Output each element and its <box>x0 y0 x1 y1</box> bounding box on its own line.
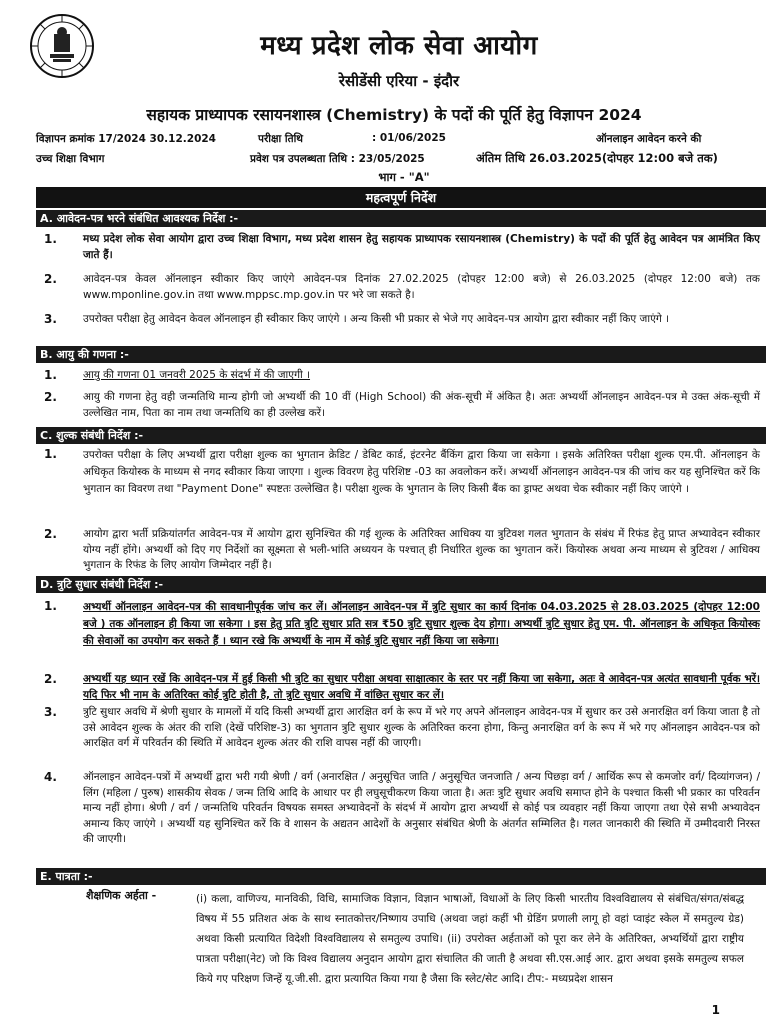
section-d-heading: D. त्रुटि सुधार संबंधी निर्देश :- <box>36 576 766 593</box>
instruction-d2: अभ्यर्थी यह ध्यान रखें कि आवेदन-पत्र में हुई किसी भी त्रुटि का सुधार परीक्षा अथवा साक्षात्कार के स्तर पर नहीं किया जा सकेगा, अतः वे आवेदन-पत्र अत्यंत सावधानी पूर्वक भरें। यदि फिर भी नाम के अतिरिक्त कोई त्रुटि होती है, तो त्रुटि सुधार अवधि में वांछित सुधार कर लें। <box>83 673 760 701</box>
department: उच्च शिक्षा विभाग <box>36 153 105 165</box>
instruction-d4: ऑनलाइन आवेदन-पत्रों में अभ्यर्थी द्वारा भरी गयी श्रेणी / वर्ग (अनारक्षित / अनुसूचित जाति / अनुसूचित जनजाति / अन्य पिछड़ा वर्ग / आर्थिक रूप से कमजोर वर्ग/ दिव्यांगजन) / लिंग (महिला / पुरुष) शासकीय सेवक / जन्म तिथि आदि के आधार पर ही लघुसूचीकरण किया जाता है। अतः त्रुटि सुधार अवधि समाप्त होने के पश्चात किसी भी प्रकार का परिवर्तन मान्य नहीं होगा। श्रेणी / वर्ग / जन्मतिथि परिवर्तन विषयक समस्त अभ्यावेदनों के संदर्भ में आयोग द्वारा अभ्यर्थी से कोई पत्र व्यवहार नहीं किया जाएगा तथा ऐसे सभी अभ्यावेदन अमान्य किए जाएंगे । अभ्यर्थी यह सुनिश्चित करें कि वे शासन के अद्यतन आदेशों के अनुसार संबंधित श्रेणी के अंतर्गत सम्मिलित है। गलत जानकारी की स्थिति में उम्मीदवारी निरस्त की जाएगी। <box>83 771 760 846</box>
instruction-d3: त्रुटि सुधार अवधि में श्रेणी सुधार के मामलों में यदि किसी अभ्यर्थी द्वारा आरक्षित वर्ग के रूप में भरे गए अपने ऑनलाइन आवेदन-पत्र में सुधार कर उसे अनारक्षित वर्ग किया जाता है तो उसे आवेदन शुल्क के अंतर की राशि (देखें परिशिष्ट-3) का भुगतान त्रुटि सुधार शुल्क के अतिरिक्त करना होगा, किन्तु अनारक्षित वर्ग के रूप में भरे गए ऑनलाइन आवेदन-पत्र को आरक्षित वर्ग में परिवर्तन की स्थिति में आवेदन शुल्क अंतर की राशि वापस नहीं की जाएगी। <box>83 706 760 750</box>
item-number: 1. <box>44 599 57 613</box>
item-number: 2. <box>44 672 57 686</box>
qualification-label: शैक्षणिक अर्हता - <box>86 889 157 902</box>
section-e-heading: E. पात्रता :- <box>36 868 766 885</box>
page-number: 1 <box>711 1003 720 1017</box>
important-instructions-heading: महत्वपूर्ण निर्देश <box>36 187 766 208</box>
instruction-b2: आयु की गणना हेतु वही जन्मतिथि मान्य होगी जो अभ्यर्थी की 10 वीं (High School) की अंक-सूची में अंकित है। अतः अभ्यर्थी ऑनलाइन आवेदन-पत्र मे उक्त अंक-सूची में उल्लेखित नाम, पिता का नाम तथा जन्मतिथि का ही उल्लेख करें। <box>83 391 760 419</box>
item-number: 2. <box>44 527 57 541</box>
qualification-text: (i) कला, वाणिज्य, मानविकी, विधि, सामाजिक विज्ञान, विज्ञान भाषाओं, विधाओं के लिए किसी भारतीय विश्वविद्यालय से संबंधित/संगत/संबद्ध विषय में 55 प्रतिशत अंक के साथ स्नातकोत्तर/निष्णाय उपाधि (अथवा जहां कहीं भी ग्रेडिंग प्रणाली लागू हो वहां प्वाइंट स्केल में समतुल्य ग्रेड) अथवा किसी प्रत्यायित विदेशी विश्वविद्यालय से समतुल्य उपाधि। (ii) उपरोक्त अर्हताओं को पूरा कर लेने के अतिरिक्त, अभ्यर्थियों द्वारा राष्ट्रीय पात्रता परीक्षा(नेट) जो कि विश्व विद्यालय अनुदान आयोग द्वारा संचालित की जाती है अथवा सी.एस.आई आर. द्वारा अथवा इसके समतुल्य सफल किये गए परिक्षण जिन्हें यू.जी.सी. द्वारा प्रत्यायित किया गया है जैसा कि स्लेट/सेट आदि। टीप:- मध्यप्रदेश शासन <box>196 893 744 985</box>
part-label: भाग - "A" <box>378 170 430 184</box>
advertisement-title: सहायक प्राध्यापक रसायनशास्त्र (Chemistry) के पदों की पूर्ति हेतु विज्ञापन 2024 <box>146 106 642 124</box>
instruction-b1: आयु की गणना 01 जनवरी 2025 के संदर्भ में की जाएगी । <box>83 369 311 381</box>
last-date: अंतिम तिथि 26.03.2025(दोपहर 12:00 बजे तक) <box>476 151 718 165</box>
instruction-a1: मध्य प्रदेश लोक सेवा आयोग द्वारा उच्च शिक्षा विभाग, मध्य प्रदेश शासन हेतु सहायक प्राध्यापक रसायनशास्त्र (Chemistry) के पदों की पूर्ति हेतु आवेदन पत्र आमंत्रित किए जाते हैं। <box>83 233 760 261</box>
instruction-c2: आयोग द्वारा भर्ती प्रक्रियांतर्गत आवेदन-पत्र में आयोग द्वारा सुनिश्चित की गई शुल्क के अतिरिक्त आधिक्य या त्रुटिवश गलत भुगतान के संबंध में रिफंड हेतु प्राप्त अभ्यावेदन स्वीकार योग्य नहीं होंगे। अभ्यर्थी को दिए गए निर्देशों का सूक्ष्मता से भली-भांति अध्ययन के पश्चात् ही निर्धारित शुल्क का भुगतान करें। कियोस्क अथवा अन्य माध्यम से त्रुटिवश / आधिक्य भुगतान के रिफंड के लिए आयोग जिम्मेदार नहीं है। <box>83 528 760 572</box>
instruction-d1: अभ्यर्थी ऑनलाइन आवेदन-पत्र की सावधानीपूर्वक जांच कर लें। ऑनलाइन आवेदन-पत्र में त्रुटि सुधार का कार्य दिनांक 04.03.2025 से 28.03.2025 (दोपहर 12:00 बजे ) तक ऑनलाइन ही किया जा सकेगा । इस हेतु प्रति त्रुटि सुधार प्रति सत्र ₹50 त्रुटि सुधार शुल्क देय होगा। अभ्यर्थी त्रुटि सुधार हेतु एम. पी. ऑनलाइन के अधिकृत कियोस्क की सेवाओं का उपयोग कर सकते हैं । ध्यान रखे कि अभ्यर्थी के नाम में कोई त्रुटि सुधार नहीं किया जा सकेगा। <box>83 601 760 647</box>
section-a-heading: A. आवेदन-पत्र भरने संबंधित आवश्यक निर्देश :- <box>36 210 766 227</box>
item-number: 3. <box>44 705 57 719</box>
item-number: 1. <box>44 368 57 382</box>
section-c-heading: C. शुल्क संबंधी निर्देश :- <box>36 427 766 444</box>
instruction-a3: उपरोक्त परीक्षा हेतु आवेदन केवल ऑनलाइन ही स्वीकार किए जाएंगे । अन्य किसी भी प्रकार से भेजे गए आवेदन-पत्र आयोग द्वारा स्वीकार नहीं किए जाएंगे । <box>83 313 670 325</box>
instruction-c1: उपरोक्त परीक्षा के लिए अभ्यर्थी द्वारा परीक्षा शुल्क का भुगतान क्रेडिट / डेबिट कार्ड, इंटरनेट बैंकिंग द्वारा किया जा सकेगा । इसके अतिरिक्त परीक्षा शुल्क एम.पी. ऑनलाइन के अधिकृत कियोस्क के माध्यम से नगद स्वीकार किया जाएगा । शुल्क विवरण हेतु परिशिष्ट -03 का अवलोकन करें। अभ्यर्थी ऑनलाइन आवेदन-पत्र की जांच कर यह सुनिश्चित करें कि भुगतान का विवरण तथा "Payment Done" स्पष्टतः उल्लेखित है। परीक्षा शुल्क के भुगतान के लिए किसी बैंक का ड्राफ्ट अथवा चेक स्वीकार नहीं किए जाएंगे । <box>83 449 760 495</box>
item-number: 3. <box>44 312 57 326</box>
item-number: 1. <box>44 232 57 246</box>
org-title: मध्य प्रदेश लोक सेवा आयोग <box>260 31 538 61</box>
section-b-heading: B. आयु की गणना :- <box>36 346 766 363</box>
online-apply-label: ऑनलाइन आवेदन करने की <box>596 133 702 145</box>
item-number: 2. <box>44 390 57 404</box>
item-number: 2. <box>44 272 57 286</box>
org-location: रेसीडेंसी एरिया - इंदौर <box>338 72 460 90</box>
instruction-a2: आवेदन-पत्र केवल ऑनलाइन स्वीकार किए जाएंगे आवेदन-पत्र दिनांक 27.02.2025 (दोपहर 12:00 बजे) से 26.03.2025 (दोपहर 12:00 बजे) तक www.mponline.gov.in तथा www.mppsc.mp.gov.in पर भरे जा सकते है। <box>83 273 760 301</box>
item-number: 4. <box>44 770 57 784</box>
admit-card-date: प्रवेश पत्र उपलब्धता तिथि : 23/05/2025 <box>250 153 425 165</box>
item-number: 1. <box>44 447 57 461</box>
advt-number: विज्ञापन क्रमांक 17/2024 30.12.2024 <box>36 133 216 145</box>
exam-date-label: परीक्षा तिथि <box>258 133 304 145</box>
exam-date: : 01/06/2025 <box>372 132 446 144</box>
